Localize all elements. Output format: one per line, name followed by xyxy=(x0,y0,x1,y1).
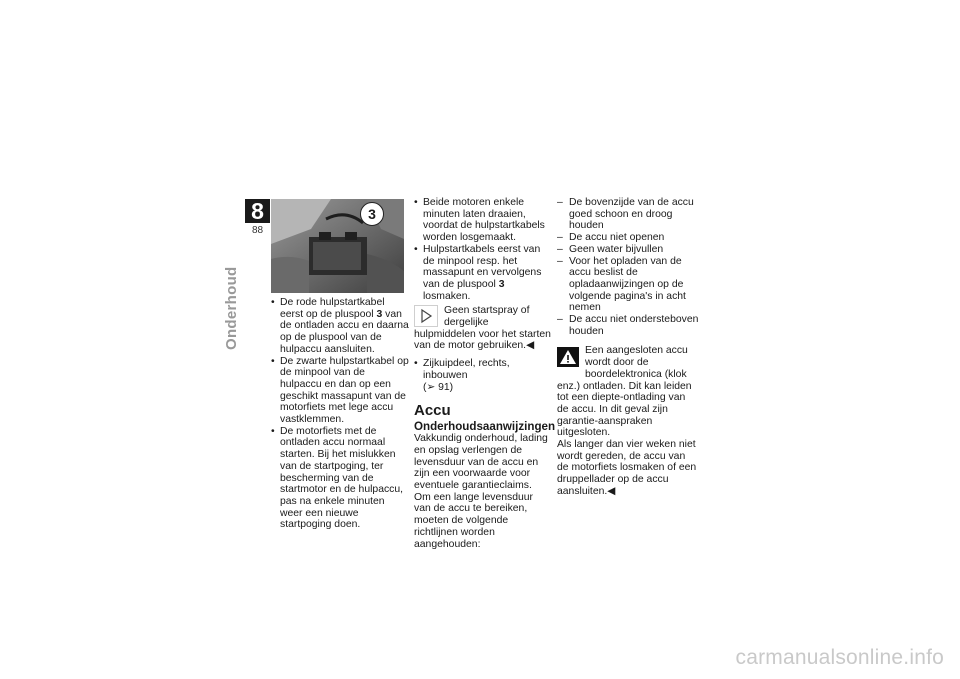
battery-photo xyxy=(271,199,404,293)
bullet-1: • De rode hulpstartkabel eerst op de pluspool 3 van de ontladen accu en daarna op de pluspool van de hulpaccu aansluiten. xyxy=(271,297,409,356)
note-icon xyxy=(414,305,438,327)
note-text: Geen startspray of dergelijke hulpmiddelen voor het starten van de motor gebruiken. xyxy=(414,305,551,352)
dash-item-5: – De accu niet ondersteboven houden xyxy=(557,314,699,337)
chapter-title: Onderhoud xyxy=(223,266,240,350)
bullet-2: • De zwarte hulpstartkabel op de minpool van de hulpaccu en dan op een geschikt massapunt van de motorfiets met lege accu vastklemmen. xyxy=(271,356,409,426)
dash-item-1: – De bovenzijde van de accu goed schoon en droog houden xyxy=(557,197,699,232)
column-3 xyxy=(557,197,699,498)
dash-item-2: – De accu niet openen xyxy=(557,232,699,244)
paragraph-1: Vakkundig onderhoud, lading en opslag verlengen de levensduur van de accu en zijn een voorwaarde voor eventuele garantieclaims. xyxy=(414,433,548,492)
warning-icon xyxy=(557,347,579,367)
chapter-number: 8 xyxy=(245,199,270,223)
page-number: 88 xyxy=(251,225,264,236)
battery-photo-illustration xyxy=(271,199,404,293)
note-block xyxy=(414,305,552,352)
dash-item-4: – Voor het opladen van de accu beslist de opladaanwijzingen op de volgende pagina's in acht nemen xyxy=(557,256,699,315)
bullet-5: • Hulpstartkabels eerst van de minpool resp. het massapunt en vervolgens van de pluspool 3 losmaken. xyxy=(414,244,552,303)
reference-arrow-icon: ➢ xyxy=(426,381,436,393)
warning-text-2: Als langer dan vier weken niet wordt gereden, de accu van de motorfiets losmaken of een druppellader op de accu aansluiten.◀ xyxy=(557,439,697,497)
section-subheading: Onderhoudsaanwijzingen xyxy=(414,420,556,434)
bullet-6: • Zijkuipdeel, rechts, inbouwen (➢ 91) xyxy=(414,358,552,393)
end-mark-icon: ◀ xyxy=(526,340,535,352)
warning-block xyxy=(557,345,699,439)
warning-text: Een aangesloten accu wordt door de boordelektronica (klok enz.) ontladen. Dit kan leiden tot een diepte-ontlading van de accu. In dit geval zijn garantie-aanspraken uitgesloten. xyxy=(557,345,692,439)
bullet-4: • Beide motoren enkele minuten laten draaien, voordat de hulpstartkabels worden losgemaakt. xyxy=(414,197,552,244)
bullet-3: • De motorfiets met de ontladen accu normaal starten. Bij het mislukken van de startpoging, ter bescherming van de startmotor en de hulpaccu, pas na enkele minuten weer een nieuwe startpoging doen. xyxy=(271,426,409,531)
dash-item-3: – Geen water bijvullen xyxy=(557,244,699,256)
paragraph-2: Om een lange levensduur van de accu te bereiken, moeten de volgende richtlijnen worden aangehouden: xyxy=(414,491,533,550)
callout-3: 3 xyxy=(360,202,384,226)
watermark: carmanualsonline.info xyxy=(735,646,944,669)
column-2 xyxy=(414,197,556,550)
column-1 xyxy=(271,297,409,531)
section-heading: Accu xyxy=(414,402,451,420)
end-mark-icon: ◀ xyxy=(607,485,616,497)
